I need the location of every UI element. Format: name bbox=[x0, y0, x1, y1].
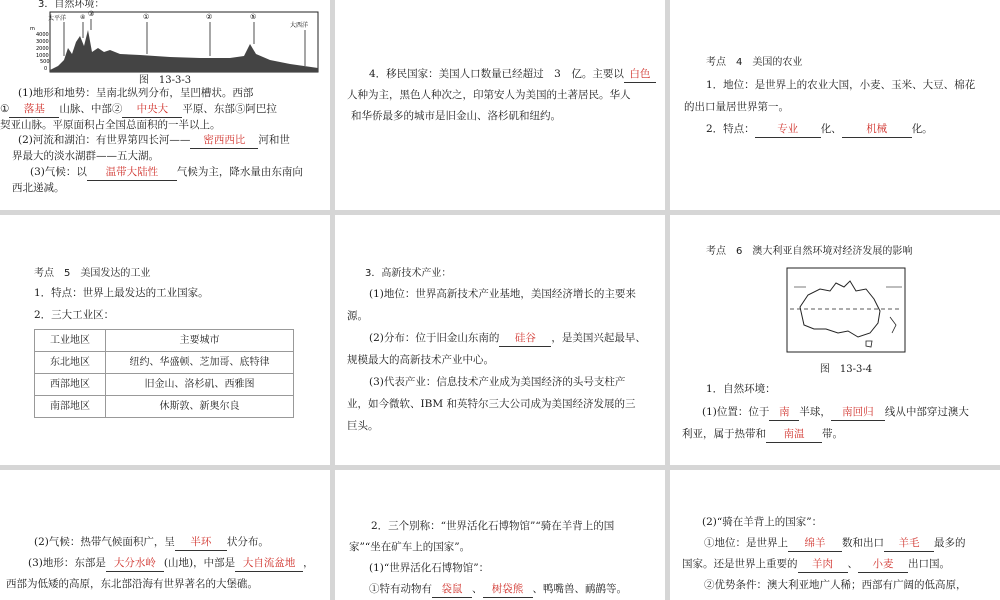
text-segment: 利亚，属于热带和 bbox=[682, 428, 766, 440]
section-title: 3．高新技术产业： bbox=[365, 268, 452, 279]
text-line: 巨头。 bbox=[347, 420, 379, 432]
us-terrain-profile-figure bbox=[30, 8, 320, 74]
text-line: 人种为主，黑色人种次之，印第安人为美国的土著居民。华人 bbox=[347, 89, 631, 101]
answer-blank[interactable]: 半环 bbox=[175, 535, 227, 551]
tick-label: 4000 bbox=[36, 32, 49, 38]
answer-blank[interactable]: 密西西比 bbox=[190, 133, 258, 149]
text-line: (1)地位：世界高新技术产业基地，美国经济增长的主要来 bbox=[369, 288, 636, 300]
ocean-label-pacific: 太平洋 bbox=[48, 15, 67, 22]
slide-australia-sheep[interactable] bbox=[670, 470, 1000, 600]
text-segment: 线从中部穿过澳大 bbox=[884, 406, 969, 418]
answer-blank[interactable]: 羊毛 bbox=[884, 536, 934, 552]
section-title: 考点 6 澳大利亚自然环境对经济发展的影响 bbox=[706, 246, 913, 257]
text-segment: ① bbox=[0, 102, 10, 115]
tick-label: 500 bbox=[40, 59, 50, 65]
text-line: 契亚山脉。平原面积占全国总面积的一半以上。 bbox=[0, 118, 221, 131]
section-title: 考点 5 美国发达的工业 bbox=[34, 268, 151, 279]
table-header-row bbox=[35, 330, 294, 352]
text-segment: 带。 bbox=[822, 428, 843, 440]
text-line: 2．三个别称：“世界活化石博物馆”“骑在羊背上的国 bbox=[371, 520, 615, 532]
answer-blank[interactable]: 绵羊 bbox=[788, 536, 842, 552]
text-line: ②优势条件：澳大利亚地广人稀；西部有广阔的低高原， bbox=[704, 579, 967, 591]
answer-blank[interactable]: 白色 bbox=[624, 67, 656, 83]
text-segment: 化。 bbox=[911, 123, 933, 135]
answer-blank[interactable]: 硅谷 bbox=[499, 331, 551, 347]
terrain-profile bbox=[50, 30, 318, 72]
answer-blank[interactable]: 袋鼠 bbox=[432, 582, 472, 598]
text-segment: 化、 bbox=[820, 123, 842, 135]
text-segment: (山地)，中部是 bbox=[163, 557, 236, 569]
table-cell: 休斯敦、新奥尔良 bbox=[106, 396, 294, 418]
text-segment: 山脉、中部② bbox=[59, 102, 123, 115]
marker-2: ② bbox=[206, 13, 213, 21]
text-segment: 出口国。 bbox=[908, 558, 950, 570]
slide-us-natural-environment[interactable] bbox=[0, 0, 330, 210]
table-cell: 东北地区 bbox=[35, 352, 106, 374]
table-header: 工业地区 bbox=[35, 330, 106, 352]
answer-blank[interactable]: 大分水岭 bbox=[106, 556, 164, 572]
table-cell: 旧金山、洛杉矶、西雅图 bbox=[106, 374, 294, 396]
slide-us-industry[interactable] bbox=[0, 215, 330, 465]
text-line: (3)代表产业：信息技术产业成为美国经济的头号支柱产 bbox=[369, 376, 626, 388]
text-segment: ， bbox=[303, 557, 314, 569]
text-segment: (2)气候：热带气候面积广，呈 bbox=[34, 536, 175, 548]
text-segment: (2)河流和湖泊：有世界第四长河—— bbox=[18, 134, 191, 146]
tick-label: 2000 bbox=[36, 46, 49, 52]
text-segment: 、鸭嘴兽、鸸鹋等。 bbox=[532, 583, 627, 595]
tick-label: 3000 bbox=[36, 39, 49, 45]
table-row bbox=[35, 352, 294, 374]
answer-blank[interactable]: 中央大 bbox=[122, 102, 182, 118]
text-segment: 、 bbox=[472, 583, 483, 595]
text-segment: 数和出口 bbox=[842, 537, 884, 549]
tick-label: 0 bbox=[44, 66, 48, 72]
ocean-label-atlantic: 大西洋 bbox=[290, 22, 309, 29]
table-cell: 西部地区 bbox=[35, 374, 106, 396]
text-segment: (2)分布：位于旧金山东南的 bbox=[369, 332, 500, 344]
text-line: 1．地位：是世界上的农业大国，小麦、玉米、大豆、棉花 bbox=[706, 79, 976, 91]
text-line: 业，如今微软、IBM 和英特尔三大公司成为美国经济发展的三 bbox=[347, 398, 636, 410]
marker-3: ③ bbox=[88, 10, 95, 18]
text-line: 界最大的淡水湖群——五大湖。 bbox=[12, 150, 159, 162]
tick-label: m bbox=[30, 26, 35, 32]
answer-blank[interactable]: 大自流盆地 bbox=[235, 556, 303, 572]
text-segment: ①地位：是世界上 bbox=[704, 537, 788, 549]
table-cell: 南部地区 bbox=[35, 396, 106, 418]
marker-5: ⑤ bbox=[250, 13, 257, 21]
slide-high-tech-industry[interactable] bbox=[335, 215, 665, 465]
marker-4: ④ bbox=[80, 14, 86, 21]
text-line: (1)地形和地势：呈南北纵列分布，呈凹槽状。西部 bbox=[18, 87, 254, 99]
table-row bbox=[35, 396, 294, 418]
australia-map-figure bbox=[786, 267, 906, 353]
text-line: 1．特点：世界上最发达的工业国家。 bbox=[34, 287, 209, 299]
answer-blank[interactable]: 南回归 bbox=[831, 405, 885, 421]
figure-caption: 图 13-3-4 bbox=[819, 364, 873, 375]
text-segment: (3)地形：东部是 bbox=[28, 557, 106, 569]
text-line: (2)“骑在羊背上的国家”： bbox=[702, 516, 823, 528]
text-line: 2．三大工业区： bbox=[34, 309, 115, 321]
text-segment: 平原、东部⑤阿巴拉 bbox=[182, 102, 277, 115]
answer-blank[interactable]: 南 bbox=[769, 405, 799, 421]
text-segment: ，是美国兴起最早、 bbox=[551, 332, 646, 344]
text-line: 家”“坐在矿车上的国家”。 bbox=[349, 541, 471, 553]
text-segment: 、 bbox=[847, 558, 858, 570]
slide-us-agriculture[interactable] bbox=[670, 0, 1000, 210]
figure-caption: 图 13-3-3 bbox=[138, 75, 192, 86]
text-line: (1)“世界活化石博物馆”： bbox=[369, 562, 490, 574]
text-segment: 国家。还是世界上重要的 bbox=[682, 558, 798, 570]
marker-1: ① bbox=[143, 13, 150, 21]
slide-australia-nicknames[interactable] bbox=[335, 470, 665, 600]
industrial-regions-table bbox=[34, 329, 294, 418]
text-segment: 状分布。 bbox=[226, 536, 269, 548]
text-segment: 半球， bbox=[799, 406, 831, 418]
table-header: 主要城市 bbox=[106, 330, 294, 352]
text-segment: 最多的 bbox=[934, 537, 966, 549]
table-row bbox=[35, 374, 294, 396]
answer-blank[interactable]: 小麦 bbox=[858, 557, 908, 573]
text-line: 和华侨最多的城市是旧金山、洛杉矶和纽约。 bbox=[351, 110, 561, 122]
text-segment: 河和世 bbox=[258, 134, 290, 146]
answer-blank[interactable]: 落基 bbox=[9, 102, 59, 118]
text-line: 源。 bbox=[347, 310, 368, 322]
text-segment: ①特有动物有 bbox=[369, 583, 432, 595]
slide-immigration-country[interactable] bbox=[335, 0, 665, 210]
slide-australia-environment[interactable] bbox=[670, 215, 1000, 465]
table-cell: 纽约、华盛顿、芝加哥、底特律 bbox=[106, 352, 294, 374]
text-line: 规模最大的高新技术产业中心。 bbox=[347, 354, 494, 366]
answer-blank[interactable]: 温带大陆性 bbox=[87, 165, 177, 181]
text-segment: (3)气候：以 bbox=[30, 165, 87, 178]
text-segment: 2．特点： bbox=[706, 123, 755, 135]
answer-blank[interactable]: 南温 bbox=[766, 427, 822, 443]
answer-blank[interactable]: 树袋熊 bbox=[483, 582, 533, 598]
text-heading: 1．自然环境： bbox=[706, 383, 776, 395]
slide-australia-climate-terrain[interactable] bbox=[0, 470, 330, 600]
text-line: 西北递减。 bbox=[12, 181, 65, 194]
text-line: 西部为低矮的高原，东北部沿海有世界著名的大堡礁。 bbox=[6, 578, 258, 590]
text-segment: 4．移民国家：美国人口数量已经超过 3 亿。主要以 bbox=[369, 68, 624, 80]
text-segment: 气候为主，降水量由东南向 bbox=[176, 165, 303, 178]
answer-blank[interactable]: 羊肉 bbox=[798, 557, 848, 573]
text-line: 的出口量居世界第一。 bbox=[684, 101, 789, 113]
section-heading: 3．自然环境： bbox=[38, 0, 105, 10]
tick-label: 1000 bbox=[36, 53, 49, 59]
answer-blank[interactable]: 专业 bbox=[755, 122, 821, 138]
section-title: 考点 4 美国的农业 bbox=[706, 57, 803, 68]
answer-blank[interactable]: 机械 bbox=[842, 122, 912, 138]
text-segment: (1)位置：位于 bbox=[702, 406, 770, 418]
